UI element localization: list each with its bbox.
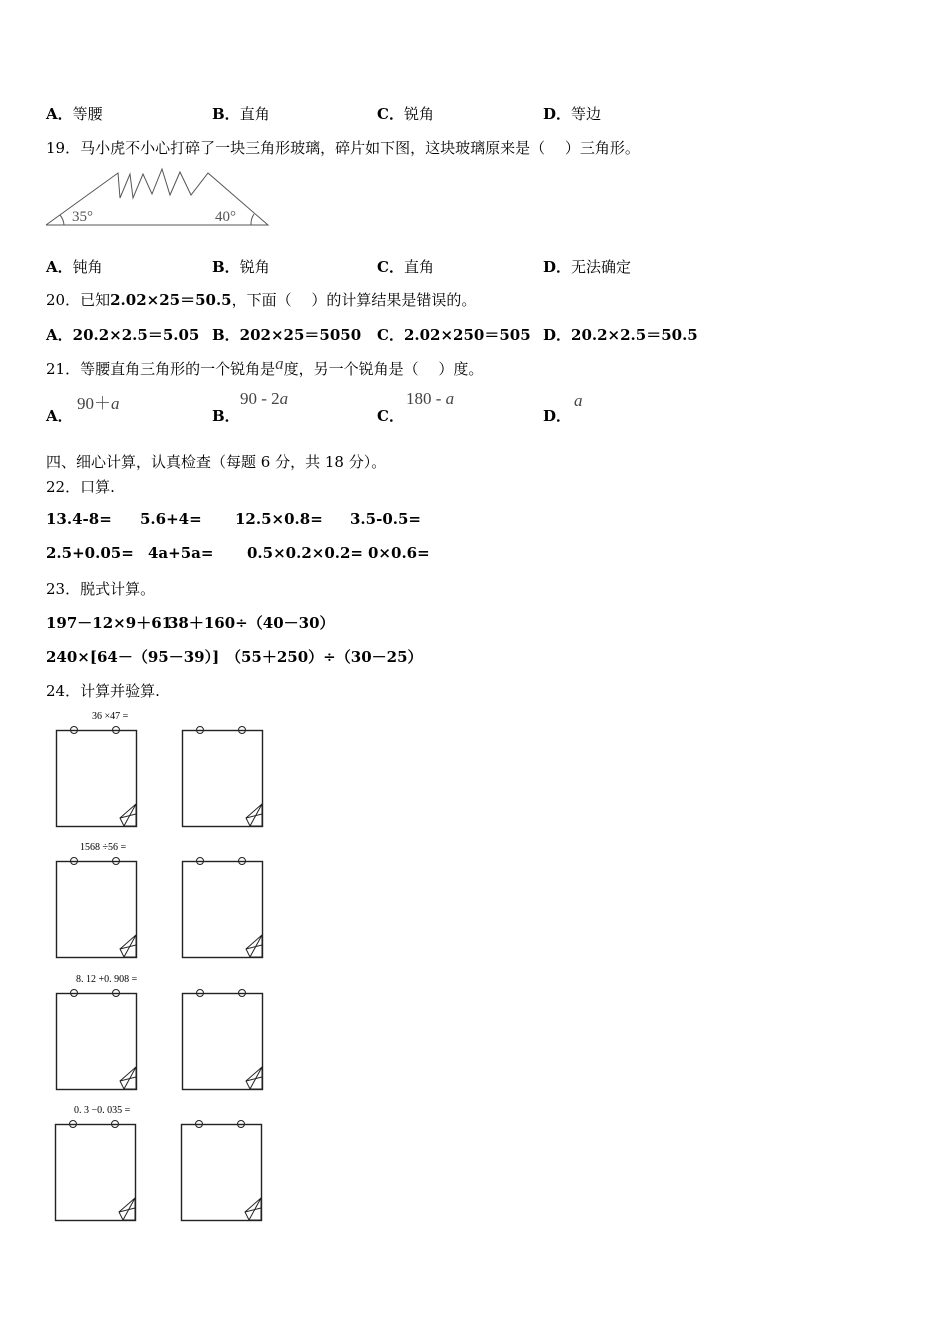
q19-option-d: D．无法确定 [543,258,632,276]
q20-option-d: D．20.2×2.5＝50.5 [543,326,698,344]
q18-option-a: A．等腰 [46,105,103,123]
notepad-4 [53,1118,139,1224]
q21-option-d-expr: a [574,391,583,410]
q21-option-c-expr: 180 - a [406,389,455,408]
angle-35-label: 35° [72,209,93,225]
q22-item-7: 0.5×0.2×0.2= [247,544,363,562]
q22-item-3: 12.5×0.8= [235,510,323,528]
q20-option-b: B．202×25＝5050 [212,326,362,344]
q22-item-5: 2.5+0.05= [46,544,134,562]
q19-option-b: B．锐角 [212,258,270,276]
q18-option-b: B．直角 [212,105,270,123]
q19-option-c: C．直角 [377,258,434,276]
q22-item-1: 13.4-8= [46,510,112,528]
q19-option-a: A．钝角 [46,258,103,276]
q21-stem: 21．等腰直角三角形的一个锐角是a度，另一个锐角是（ ）度。 [46,354,484,378]
q20-option-c: C．2.02×250＝505 [377,326,531,344]
q22-item-4: 3.5-0.5= [350,510,421,528]
notepad-2-check [180,855,266,961]
q20-stem: 20．已知2.02×25＝50.5，下面（ ）的计算结果是错误的。 [46,291,477,309]
q23-expr-1: 197－12×9＋61 [46,614,173,632]
q23-title: 23．脱式计算。 [46,580,156,598]
notepad-1 [54,724,140,830]
q18-option-c: C．锐角 [377,105,434,123]
q23-expr-3: 240×[64－（95－39）] [46,648,220,666]
section4-title: 四、细心计算，认真检查（每题 6 分，共 18 分）。 [46,453,387,471]
q22-title: 22．口算. [46,478,115,496]
q24-problem-3: 8. 12 +0. 908 = [76,974,138,985]
q24-problem-4: 0. 3 −0. 035 = [74,1105,131,1116]
angle-40-label: 40° [215,209,236,225]
q19-stem: 19．马小虎不小心打碎了一块三角形玻璃，碎片如下图，这块玻璃原来是（ ）三角形。 [46,139,640,157]
notepad-2 [54,855,140,961]
q22-item-6: 4a+5a= [148,544,214,562]
notepad-3 [54,987,140,1093]
q21-option-a-label: A． [46,407,73,425]
q21-option-c-label: C． [377,407,404,425]
q24-title: 24．计算并验算. [46,682,160,700]
q24-problem-2: 1568 ÷56 = [80,842,127,853]
broken-triangle-figure [44,164,272,230]
q21-option-a-expr: 90＋a [77,394,120,413]
q20-option-a: A．20.2×2.5＝5.05 [46,326,200,344]
q21-option-b-expr: 90 - 2a [240,389,289,408]
q22-item-8: 0×0.6= [368,544,430,562]
q24-problem-1: 36 ×47 = [92,711,129,722]
q23-expr-4: （55＋250）÷（30－25） [226,648,423,666]
q23-expr-2: 38＋160÷（40－30） [168,614,335,632]
q22-item-2: 5.6+4= [140,510,202,528]
q21-option-b-label: B． [212,407,240,425]
notepad-4-check [179,1118,265,1224]
notepad-3-check [180,987,266,1093]
q18-option-d: D．等边 [543,105,602,123]
notepad-1-check [180,724,266,830]
q21-option-d-label: D． [543,407,572,425]
